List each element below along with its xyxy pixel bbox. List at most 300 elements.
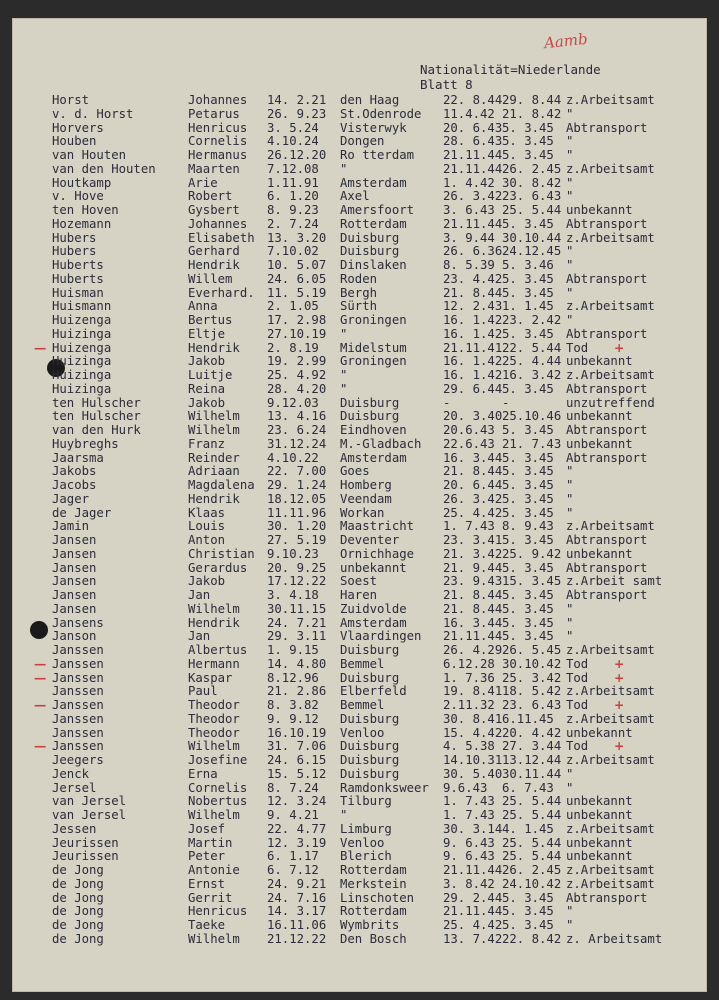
departure-date-cell: 16. 3.42	[502, 368, 562, 382]
status-cell: Tod	[566, 670, 589, 685]
status-cell: "	[566, 904, 574, 919]
birthdate-cell: 23. 6.24	[267, 423, 327, 437]
firstname-cell: Henricus	[188, 904, 248, 919]
departure-date-cell: 5. 3.45	[502, 890, 554, 905]
place-cell: Duisburg	[340, 766, 400, 781]
status-cell: unbekannt	[566, 808, 633, 822]
birthdate-cell: 22. 7.00	[267, 464, 327, 479]
place-cell: "	[340, 381, 348, 396]
surname-cell: Jansen	[52, 546, 97, 561]
firstname-cell: Franz	[188, 436, 226, 451]
departure-date-cell: -	[502, 395, 510, 410]
firstname-cell: Martin	[188, 835, 233, 850]
record-row	[12, 837, 707, 851]
arrival-date-cell: 11.4.42	[443, 106, 495, 121]
arrival-date-cell: 23. 3.41	[443, 533, 503, 547]
status-cell: z.Arbeitsamt	[566, 711, 655, 726]
birthdate-cell: 31. 7.06	[267, 739, 327, 754]
departure-date-cell: 5. 3.45	[502, 588, 554, 602]
surname-cell: de Jong	[52, 890, 104, 905]
place-cell: Midelstum	[340, 340, 407, 355]
record-list	[12, 94, 707, 947]
record-row	[12, 878, 707, 892]
departure-date-cell: 22. 8.42	[502, 931, 562, 946]
surname-cell: Janson	[52, 629, 97, 644]
status-cell: Abtransport	[566, 381, 648, 396]
surname-cell: Huizinga	[52, 354, 112, 369]
departure-date-cell: 29. 8.44	[502, 93, 562, 107]
arrival-date-cell: 16. 1.42	[443, 368, 503, 382]
status-cell: unbekannt	[566, 436, 633, 451]
status-cell: Abtransport	[566, 560, 648, 575]
place-cell: Haren	[340, 588, 378, 602]
birthdate-cell: 8. 3.82	[267, 698, 319, 712]
status-cell: Tod	[566, 656, 589, 671]
status-cell: Abtransport	[566, 120, 648, 135]
firstname-cell: Gerhard	[188, 244, 240, 259]
place-cell: Workan	[340, 505, 385, 520]
surname-cell: Huizinga	[52, 368, 112, 382]
arrival-date-cell: 30. 5.40	[443, 766, 503, 781]
record-row	[12, 809, 707, 823]
arrival-date-cell: 14.10.31	[443, 753, 503, 767]
firstname-cell: Arie	[188, 175, 218, 190]
record-row	[12, 218, 707, 232]
birthdate-cell: 9. 9.12	[267, 711, 319, 726]
record-row	[12, 740, 707, 754]
surname-cell: van den Hurk	[52, 423, 141, 437]
firstname-cell: Anton	[188, 533, 226, 547]
departure-date-cell: 25. 5.44	[502, 203, 562, 217]
place-cell: Sürth	[340, 299, 378, 314]
record-row	[12, 383, 707, 397]
birthdate-cell: 3. 4.18	[267, 588, 319, 602]
birthdate-cell: 24. 6.15	[267, 753, 327, 767]
status-cell: "	[566, 464, 574, 479]
status-cell: "	[566, 478, 574, 492]
place-cell: "	[340, 368, 348, 382]
arrival-date-cell: 26. 4.29	[443, 643, 503, 657]
surname-cell: Huizenga	[52, 313, 112, 327]
birthdate-cell: 9.10.23	[267, 546, 319, 561]
firstname-cell: Eltje	[188, 326, 226, 341]
record-row	[12, 328, 707, 342]
firstname-cell: Jan	[188, 629, 211, 644]
firstname-cell: Robert	[188, 189, 233, 204]
departure-date-cell: 25. 5.44	[502, 808, 562, 822]
birthdate-cell: 15. 5.12	[267, 766, 327, 781]
surname-cell: Jeegers	[52, 753, 104, 767]
surname-cell: Houben	[52, 134, 97, 149]
surname-cell: Jansens	[52, 615, 104, 630]
surname-cell: Jessen	[52, 821, 97, 836]
record-row	[12, 520, 707, 534]
surname-cell: Janssen	[52, 698, 104, 712]
departure-date-cell: 5. 3.45	[502, 148, 554, 162]
birthdate-cell: 13. 4.16	[267, 409, 327, 424]
record-row	[12, 823, 707, 837]
record-row	[12, 919, 707, 933]
surname-cell: Jager	[52, 491, 90, 506]
place-cell: Rotterdam	[340, 863, 407, 877]
arrival-date-cell: 1. 7.36	[443, 670, 495, 685]
birthdate-cell: 7.12.08	[267, 161, 319, 176]
departure-date-cell: 5. 3.45	[502, 533, 554, 547]
record-row	[12, 548, 707, 562]
surname-cell: Horst	[52, 93, 90, 107]
surname-cell: de Jong	[52, 876, 104, 891]
status-cell: "	[566, 106, 574, 121]
arrival-date-cell: 21.11.44	[443, 216, 503, 231]
departure-date-cell: 24.12.45	[502, 244, 562, 259]
arrival-date-cell: 28. 6.43	[443, 134, 503, 149]
record-row	[12, 933, 707, 947]
firstname-cell: Josef	[188, 821, 226, 836]
place-cell: Maastricht	[340, 519, 415, 534]
place-cell: Ornichhage	[340, 546, 415, 561]
firstname-cell: Hendrik	[188, 258, 240, 272]
firstname-cell: Wilhelm	[188, 808, 240, 822]
record-row	[12, 892, 707, 906]
place-cell: Duisburg	[340, 670, 400, 685]
firstname-cell: Cornelis	[188, 134, 248, 149]
place-cell: Venloo	[340, 725, 385, 740]
record-row	[12, 342, 707, 356]
arrival-date-cell: 2.11.32	[443, 698, 495, 712]
status-cell: "	[566, 505, 574, 520]
birthdate-cell: 27.10.19	[267, 326, 327, 341]
record-row	[12, 438, 707, 452]
arrival-date-cell: 16. 1.42	[443, 354, 503, 369]
place-cell: Amersfoort	[340, 203, 415, 217]
record-row	[12, 135, 707, 149]
departure-date-cell: 25. 9.42	[502, 546, 562, 561]
arrival-date-cell: 29. 6.44	[443, 381, 503, 396]
surname-cell: Hozemann	[52, 216, 112, 231]
departure-date-cell: 5. 3.45	[502, 918, 554, 932]
status-cell: z.Arbeitsamt	[566, 230, 655, 245]
departure-date-cell: 30. 8.42	[502, 175, 562, 190]
birthdate-cell: 24. 6.05	[267, 271, 327, 286]
surname-cell: Janssen	[52, 739, 104, 754]
firstname-cell: Christian	[188, 546, 255, 561]
surname-cell: Janssen	[52, 711, 104, 726]
arrival-date-cell: 21. 3.42	[443, 546, 503, 561]
arrival-date-cell: 21.11.44	[443, 863, 503, 877]
surname-cell: Jacobs	[52, 478, 97, 492]
red-cross-mark: +	[614, 739, 625, 754]
place-cell: Limburg	[340, 821, 392, 836]
arrival-date-cell: 21. 8.44	[443, 588, 503, 602]
surname-cell: van den Houten	[52, 161, 156, 176]
place-cell: Duisburg	[340, 395, 400, 410]
status-cell: "	[566, 780, 574, 795]
surname-cell: Jansen	[52, 588, 97, 602]
firstname-cell: Hendrik	[188, 491, 240, 506]
place-cell: den Haag	[340, 93, 400, 107]
status-cell: unbekannt	[566, 354, 633, 369]
document-sheet	[12, 18, 707, 992]
status-cell: z. Arbeitsamt	[566, 931, 663, 946]
record-row	[12, 864, 707, 878]
departure-date-cell: 26. 2.45	[502, 161, 562, 176]
status-cell: unbekannt	[566, 409, 633, 424]
place-cell: Bergh	[340, 285, 378, 300]
record-row	[12, 397, 707, 411]
surname-cell: Huybreghs	[52, 436, 119, 451]
surname-cell: Huisman	[52, 285, 104, 300]
surname-cell: Huizenga	[52, 340, 112, 355]
red-pencil-mark: —	[34, 698, 47, 712]
departure-date-cell: 5. 3.45	[502, 601, 554, 616]
arrival-date-cell: 21. 8.44	[443, 285, 503, 300]
surname-cell: Jakobs	[52, 464, 97, 479]
place-cell: Venloo	[340, 835, 385, 850]
departure-date-cell: 21. 8.42	[502, 106, 562, 121]
place-cell: Amsterdam	[340, 615, 407, 630]
arrival-date-cell: 22. 8.44	[443, 93, 503, 107]
firstname-cell: Wilhelm	[188, 423, 240, 437]
departure-date-cell: 26. 5.45	[502, 643, 562, 657]
arrival-date-cell: 21.11.44	[443, 904, 503, 919]
surname-cell: Huberts	[52, 271, 104, 286]
handwritten-note: Aamb	[543, 29, 589, 53]
firstname-cell: Ernst	[188, 876, 226, 891]
firstname-cell: Gysbert	[188, 203, 240, 217]
arrival-date-cell: 30. 3.14	[443, 821, 503, 836]
place-cell: "	[340, 808, 348, 822]
status-cell: unbekannt	[566, 546, 633, 561]
arrival-date-cell: 23. 9.43	[443, 574, 503, 589]
departure-date-cell: 5. 3.45	[502, 450, 554, 465]
place-cell: Veendam	[340, 491, 392, 506]
firstname-cell: Wilhelm	[188, 931, 240, 946]
firstname-cell: Antonie	[188, 863, 240, 877]
surname-cell: Janssen	[52, 684, 104, 699]
firstname-cell: Adriaan	[188, 464, 240, 479]
departure-date-cell: 5. 3.45	[502, 134, 554, 149]
birthdate-cell: 27. 5.19	[267, 533, 327, 547]
status-cell: unbekannt	[566, 835, 633, 850]
firstname-cell: Johannes	[188, 93, 248, 107]
departure-date-cell: 5. 3.45	[502, 381, 554, 396]
departure-date-cell: 18. 5.42	[502, 684, 562, 699]
record-row	[12, 245, 707, 259]
firstname-cell: Henricus	[188, 120, 248, 135]
departure-date-cell: 25. 3.42	[502, 670, 562, 685]
place-cell: Axel	[340, 189, 370, 204]
status-cell: z.Arbeitsamt	[566, 519, 655, 534]
record-row	[12, 603, 707, 617]
place-cell: Goes	[340, 464, 370, 479]
surname-cell: Horvers	[52, 120, 104, 135]
status-cell: "	[566, 601, 574, 616]
arrival-date-cell: 21. 9.44	[443, 560, 503, 575]
birthdate-cell: 26.12.20	[267, 148, 327, 162]
place-cell: Duisburg	[340, 409, 400, 424]
firstname-cell: Willem	[188, 271, 233, 286]
status-cell: z.Arbeitsamt	[566, 863, 655, 877]
surname-cell: Jaarsma	[52, 450, 104, 465]
place-cell: M.-Gladbach	[340, 436, 422, 451]
place-cell: Homberg	[340, 478, 392, 492]
arrival-date-cell: 1. 7.43	[443, 808, 495, 822]
status-cell: z.Arbeit samt	[566, 574, 663, 589]
status-cell: Tod	[566, 739, 589, 754]
status-cell: Abtransport	[566, 326, 648, 341]
record-row	[12, 727, 707, 741]
arrival-date-cell: 16. 3.44	[443, 615, 503, 630]
place-cell: "	[340, 326, 348, 341]
surname-cell: van Houten	[52, 148, 127, 162]
arrival-date-cell: 1. 7.43	[443, 794, 495, 809]
birthdate-cell: 16.11.06	[267, 918, 327, 932]
surname-cell: Jersel	[52, 780, 97, 795]
birthdate-cell: 16.10.19	[267, 725, 327, 740]
status-cell: "	[566, 175, 574, 190]
departure-date-cell: 25. 4.44	[502, 354, 562, 369]
surname-cell: Janssen	[52, 643, 104, 657]
birthdate-cell: 28. 4.20	[267, 381, 327, 396]
status-cell: Abtransport	[566, 423, 648, 437]
departure-date-cell: 5. 3.45	[502, 120, 554, 135]
birthdate-cell: 26. 9.23	[267, 106, 327, 121]
status-cell: Abtransport	[566, 450, 648, 465]
record-row	[12, 355, 707, 369]
arrival-date-cell: 21.11.41	[443, 340, 503, 355]
status-cell: Abtransport	[566, 216, 648, 231]
birthdate-cell: 14. 3.17	[267, 904, 327, 919]
birthdate-cell: 12. 3.19	[267, 835, 327, 850]
departure-date-cell: 5. 3.45	[502, 904, 554, 919]
arrival-date-cell: 22.6.43	[443, 436, 495, 451]
red-cross-mark: +	[614, 670, 625, 685]
birthdate-cell: 8. 7.24	[267, 780, 319, 795]
surname-cell: Janssen	[52, 725, 104, 740]
departure-date-cell: 5. 3.45	[502, 491, 554, 506]
place-cell: St.Odenrode	[340, 106, 422, 121]
place-cell: Rotterdam	[340, 904, 407, 919]
arrival-date-cell: 26. 3.42	[443, 189, 503, 204]
arrival-date-cell: 16. 3.44	[443, 450, 503, 465]
firstname-cell: Theodor	[188, 711, 240, 726]
firstname-cell: Hermanus	[188, 148, 248, 162]
place-cell: Roden	[340, 271, 378, 286]
arrival-date-cell: 3. 6.43	[443, 203, 495, 217]
arrival-date-cell: 9.6.43	[443, 780, 488, 795]
departure-date-cell: 8. 9.43	[502, 519, 554, 534]
birthdate-cell: 10. 5.07	[267, 258, 327, 272]
record-row	[12, 589, 707, 603]
place-cell: Deventer	[340, 533, 400, 547]
birthdate-cell: 17.12.22	[267, 574, 327, 589]
place-cell: Soest	[340, 574, 378, 589]
place-cell: Vlaardingen	[340, 629, 422, 644]
place-cell: Zuidvolde	[340, 601, 407, 616]
surname-cell: Huizinga	[52, 381, 112, 396]
record-row	[12, 617, 707, 631]
record-row	[12, 754, 707, 768]
record-row	[12, 273, 707, 287]
status-cell: "	[566, 258, 574, 272]
status-cell: z.Arbeitsamt	[566, 684, 655, 699]
record-row	[12, 108, 707, 122]
firstname-cell: Reinder	[188, 450, 240, 465]
firstname-cell: Klaas	[188, 505, 226, 520]
birthdate-cell: 3. 5.24	[267, 120, 319, 135]
birthdate-cell: 2. 1.05	[267, 299, 319, 314]
status-cell: unbekannt	[566, 794, 633, 809]
record-row	[12, 672, 707, 686]
place-cell: Ro tterdam	[340, 148, 415, 162]
record-row	[12, 287, 707, 301]
surname-cell: v. d. Horst	[52, 106, 134, 121]
place-cell: Duisburg	[340, 230, 400, 245]
record-row	[12, 259, 707, 273]
arrival-date-cell: 20. 6.43	[443, 120, 503, 135]
surname-cell: Huberts	[52, 258, 104, 272]
status-cell: "	[566, 134, 574, 149]
arrival-date-cell: 6.12.28	[443, 656, 495, 671]
record-row	[12, 232, 707, 246]
record-row	[12, 369, 707, 383]
birthdate-cell: 29. 3.11	[267, 629, 327, 644]
place-cell: Rotterdam	[340, 216, 407, 231]
departure-date-cell: 30.10.44	[502, 230, 562, 245]
record-row	[12, 782, 707, 796]
place-cell: Tilburg	[340, 794, 392, 809]
place-cell: "	[340, 161, 348, 176]
birthdate-cell: 14. 4.80	[267, 656, 327, 671]
status-cell: "	[566, 189, 574, 204]
birthdate-cell: 2. 8.19	[267, 340, 319, 355]
departure-date-cell: 5. 3.45	[502, 478, 554, 492]
birthdate-cell: 8.12.96	[267, 670, 319, 685]
arrival-date-cell: 12. 2.43	[443, 299, 503, 314]
birthdate-cell: 24. 7.16	[267, 890, 327, 905]
departure-date-cell: 20. 4.42	[502, 725, 562, 740]
firstname-cell: Cornelis	[188, 780, 248, 795]
record-row	[12, 630, 707, 644]
place-cell: Merkstein	[340, 876, 407, 891]
status-cell: z.Arbeitsamt	[566, 368, 655, 382]
departure-date-cell: 5. 3.45	[502, 271, 554, 286]
birthdate-cell: 11. 5.19	[267, 285, 327, 300]
firstname-cell: Nobertus	[188, 794, 248, 809]
arrival-date-cell: 9. 6.43	[443, 849, 495, 864]
surname-cell: v. Hove	[52, 189, 104, 204]
birthdate-cell: 6. 1.20	[267, 189, 319, 204]
record-row	[12, 163, 707, 177]
firstname-cell: Wilhelm	[188, 409, 240, 424]
firstname-cell: Gerardus	[188, 560, 248, 575]
birthdate-cell: 19. 2.99	[267, 354, 327, 369]
record-row	[12, 493, 707, 507]
sheet-number: Blatt 8	[420, 77, 473, 92]
departure-date-cell: 5. 3.45	[502, 216, 554, 231]
status-cell: "	[566, 244, 574, 259]
surname-cell: de Jong	[52, 918, 104, 932]
place-cell: Linschoten	[340, 890, 415, 905]
firstname-cell: Everhard.	[188, 285, 255, 300]
firstname-cell: Luitje	[188, 368, 233, 382]
departure-date-cell: 5. 3.45	[502, 285, 554, 300]
surname-cell: de Jong	[52, 904, 104, 919]
birthdate-cell: 29. 1.24	[267, 478, 327, 492]
place-cell: Dinslaken	[340, 258, 407, 272]
status-cell: "	[566, 148, 574, 162]
birthdate-cell: 11.11.96	[267, 505, 327, 520]
